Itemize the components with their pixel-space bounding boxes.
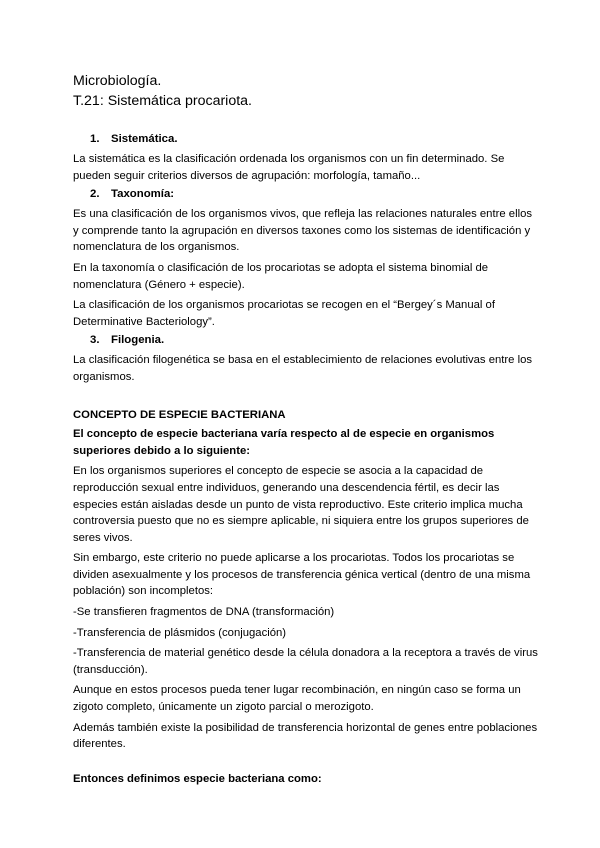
section-number: 3.	[90, 334, 100, 347]
numbered-sections	[73, 131, 540, 386]
paragraph: En los organismos superiores el concepto de especie se asocia a la capacidad de reproducción sexual entre individuos, generando una descendencia fértil, es decir las especies están aisladas desde un punto de vista reproductivo. Este criterio implica mucha controversia puesto que no es siempre aplicable, ni siquiera entre los grupos superiores de seres vivos.	[73, 465, 529, 544]
topic-title: T.21: Sistemática procariota.	[73, 93, 252, 109]
list-item: -Transferencia de material genético desde la célula donadora a la receptora a través de virus (transducción).	[73, 647, 538, 676]
paragraph: Además también existe la posibilidad de transferencia horizontal de genes entre poblaciones diferentes.	[73, 721, 538, 751]
concept-heading: CONCEPTO DE ESPECIE BACTERIANA	[73, 408, 286, 421]
list-item: -Se transfieren fragmentos de DNA (transformación)	[73, 606, 335, 619]
paragraph: Sin embargo, este criterio no puede aplicarse a los procariotas. Todos los procariotas se dividen asexualmente y los procesos de transferencia génica vertical (dentro de una misma población) son incompletos:	[73, 552, 531, 598]
section-title: Taxonomía:	[111, 188, 175, 201]
section-title: Sistemática.	[111, 133, 178, 145]
section-heading	[73, 332, 540, 348]
document-header	[73, 0, 540, 111]
paragraph: La sistemática es la clasificación ordenada los organismos con un fin determinado. Se pueden seguir criterios diversos de agrupación: morfología, tamaño...	[73, 153, 505, 182]
concept-section	[73, 407, 540, 788]
section-heading	[73, 131, 540, 147]
concept-subheading: El concepto de especie bacteriana varía respecto al de especie en organismos superiores debido a lo siguiente:	[73, 428, 495, 457]
section-title: Filogenia.	[111, 334, 165, 347]
section-heading	[73, 186, 540, 202]
course-title: Microbiología.	[73, 73, 162, 89]
paragraph: Es una clasificación de los organismos vivos, que refleja las relaciones naturales entre ellos y comprende tanto la agrupación en diversos taxones como los sistemas de identificación y nomenclatura de los organismos.	[73, 208, 533, 254]
paragraph: La clasificación filogenética se basa en el establecimiento de relaciones evolutivas entre los organismos.	[73, 354, 533, 383]
paragraph: En la taxonomía o clasificación de los procariotas se adopta el sistema binomial de nomenclatura (Género + especie).	[73, 261, 489, 291]
paragraph: La clasificación de los organismos procariotas se recogen en el “Bergey´s Manual of Determinative Bacteriology”.	[73, 299, 495, 328]
definition-lead: Entonces definimos especie bacteriana como:	[73, 772, 322, 785]
paragraph: Aunque en estos procesos pueda tener lugar recombinación, en ningún caso se forma un zigoto completo, únicamente un zigoto parcial o merozigoto.	[73, 684, 521, 714]
section-number: 1.	[90, 133, 100, 145]
section-number: 2.	[90, 188, 100, 201]
list-item: -Transferencia de plásmidos (conjugación)	[73, 626, 287, 639]
